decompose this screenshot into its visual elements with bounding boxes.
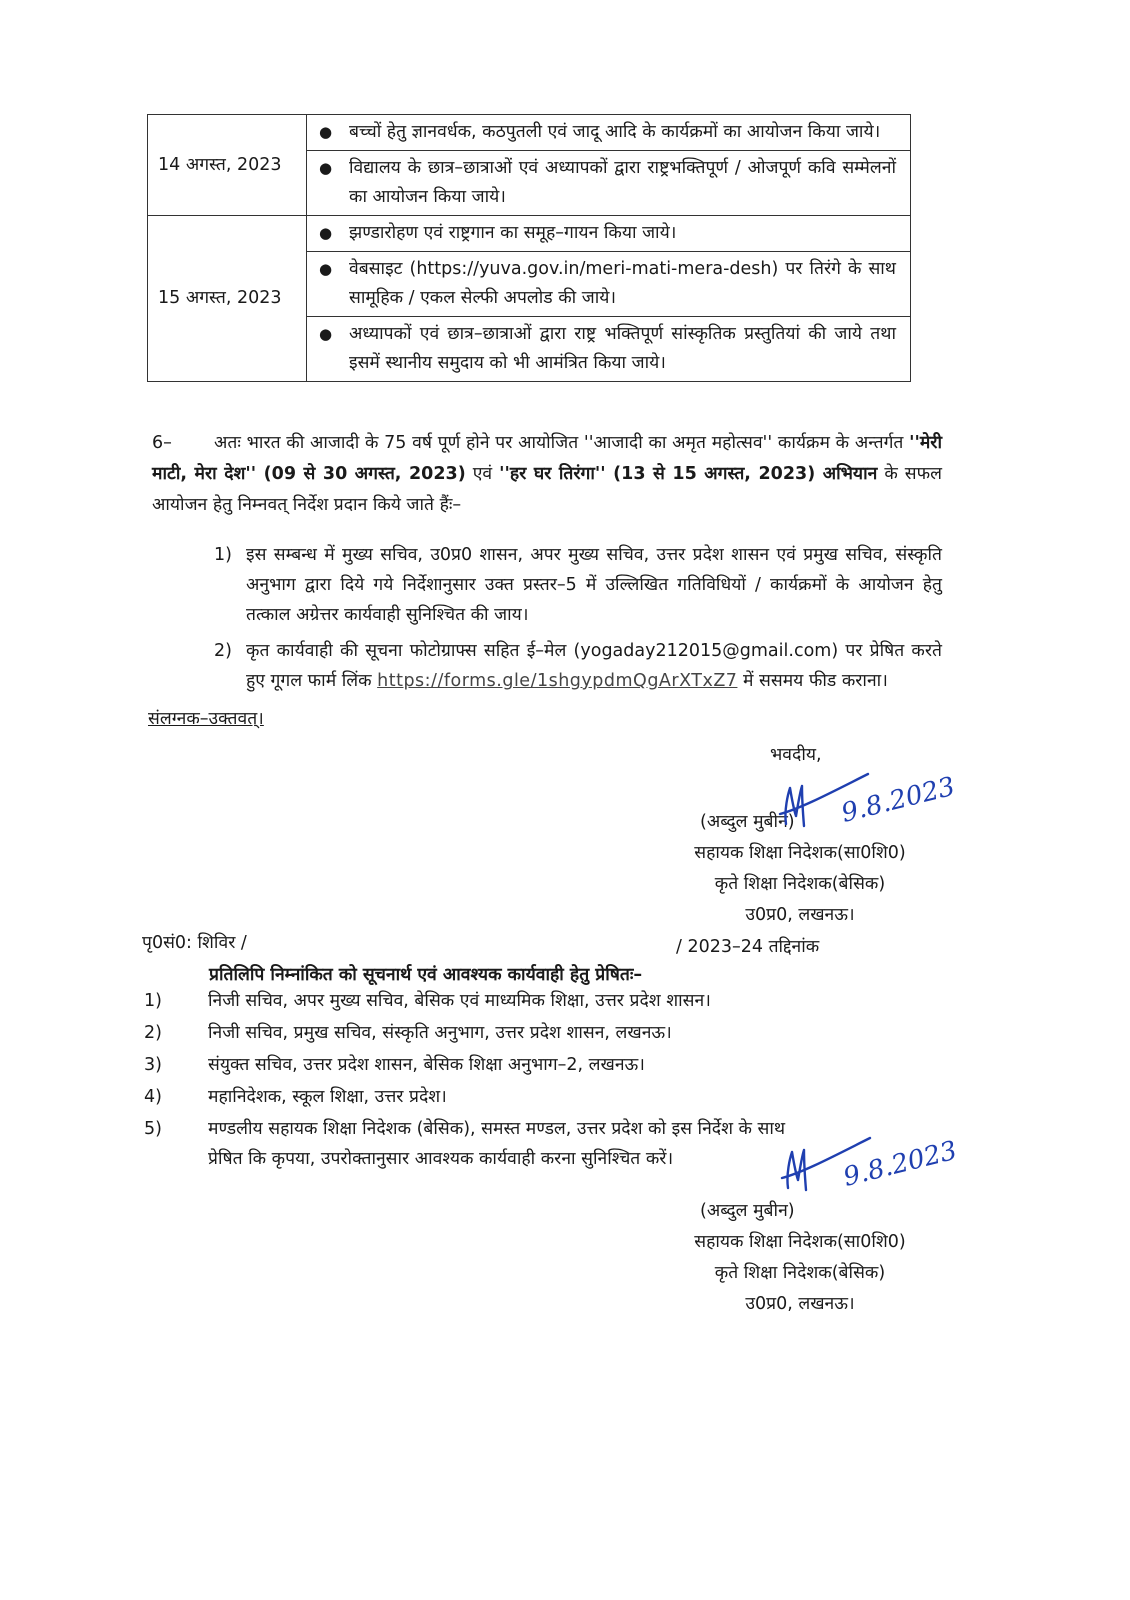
schedule-activity: ● बच्चों हेतु ज्ञानवर्धक, कठपुतली एवं जादू आदि के कार्यक्रमों का आयोजन किया जाये। bbox=[307, 115, 911, 151]
signatory-on-behalf: कृते शिक्षा निदेशक(बेसिक) bbox=[714, 874, 886, 894]
handwritten-signature bbox=[772, 770, 962, 844]
reference-left: पृ0सं0: शिविर / bbox=[142, 933, 247, 953]
schedule-activity: ● अध्यापकों एवं छात्र–छात्राओं द्वारा राष्ट्र भक्तिपूर्ण सांस्कृतिक प्रस्तुतियां की जाये तथा इसमें स्थानीय समुदाय को भी आमंत्रित किया जाये। bbox=[307, 317, 911, 382]
svg-text:9.8.2023: 9.8.2023 bbox=[840, 1135, 961, 1193]
bullet-icon: ● bbox=[319, 260, 333, 278]
bullet-icon: ● bbox=[319, 159, 333, 177]
svg-text:9.8.2023: 9.8.2023 bbox=[838, 771, 959, 829]
list-item: 1) निजी सचिव, अपर मुख्य सचिव, बेसिक एवं माध्यमिक शिक्षा, उत्तर प्रदेश शासन। bbox=[144, 991, 711, 1011]
schedule-activity: ● झण्डारोहण एवं राष्ट्रगान का समूह–गायन किया जाये। bbox=[307, 216, 911, 252]
google-form-link[interactable]: https://forms.gle/1shgypdmQgArXTxZ7 bbox=[377, 671, 738, 691]
enclosure-note: संलग्नक–उक्तवत्। bbox=[148, 709, 264, 729]
paragraph-6: 6– अतः भारत की आजादी के 75 वर्ष पूर्ण होने पर आयोजित ''आजादी का अमृत महोत्सव'' कार्यक्रम के अन्तर्गत ''मेरी माटी, मेरा देश'' (09 से 30 अगस्त, 2023) एवं ''हर घर तिरंगा'' (13 से 15 अगस्त, 2023) अभियान के सफल आयोजन हेतु निम्नवत् निर्देश प्रदान किये जाते हैंः– bbox=[152, 433, 942, 515]
table-row bbox=[148, 115, 911, 151]
reference-right: / 2023–24 तद्दिनांक bbox=[676, 937, 820, 957]
list-item: 2) निजी सचिव, प्रमुख सचिव, संस्कृति अनुभाग, उत्तर प्रदेश शासन, लखनऊ। bbox=[144, 1023, 672, 1043]
instruction-list bbox=[214, 540, 942, 696]
copy-heading: प्रतिलिपि निम्नांकित को सूचनार्थ एवं आवश्यक कार्यवाही हेतु प्रेषितः– bbox=[209, 965, 643, 985]
signatory-place: उ0प्र0, लखनऊ। bbox=[745, 1294, 855, 1314]
list-item: 3) संयुक्त सचिव, उत्तर प्रदेश शासन, बेसिक शिक्षा अनुभाग–2, लखनऊ। bbox=[144, 1055, 645, 1075]
schedule-activity: ● विद्यालय के छात्र–छात्राओं एवं अध्यापकों द्वारा राष्ट्रभक्तिपूर्ण / ओजपूर्ण कवि सम्मेलनों का आयोजन किया जाये। bbox=[307, 151, 911, 216]
signatory-designation: सहायक शिक्षा निदेशक(सा0शि0) bbox=[694, 843, 906, 863]
signatory-place: उ0प्र0, लखनऊ। bbox=[745, 905, 855, 925]
schedule-activity: ● वेबसाइट (https://yuva.gov.in/meri-mati-mera-desh) पर तिरंगे के साथ सामूहिक / एकल सेल्फी अपलोड की जाये। bbox=[307, 252, 911, 317]
list-item: 1) इस सम्बन्ध में मुख्य सचिव, उ0प्र0 शासन, अपर मुख्य सचिव, उत्तर प्रदेश शासन एवं प्रमुख सचिव, संस्कृति अनुभाग द्वारा दिये गये निर्देशानुसार उक्त प्रस्तर–5 में उल्लिखित गतिविधियों / कार्यक्रमों के आयोजन हेतु तत्काल अग्रेत्तर कार्यवाही सुनिश्चित की जाय। bbox=[214, 545, 942, 625]
signature-block bbox=[660, 1196, 940, 1320]
bullet-icon: ● bbox=[319, 224, 333, 242]
signatory-name: (अब्दुल मुबीन) bbox=[700, 812, 795, 832]
signatory-designation: सहायक शिक्षा निदेशक(सा0शि0) bbox=[694, 1232, 906, 1252]
schedule-date: 14 अगस्त, 2023 bbox=[148, 115, 307, 216]
schedule-table bbox=[147, 114, 911, 382]
bullet-icon: ● bbox=[319, 123, 333, 141]
bullet-icon: ● bbox=[319, 325, 333, 343]
table-row bbox=[148, 216, 911, 252]
signatory-name: (अब्दुल मुबीन) bbox=[700, 1201, 795, 1221]
list-item: 2) कृत कार्यवाही की सूचना फोटोग्राफ्स सहित ई–मेल (yogaday212015@gmail.com) पर प्रेषित करते हुए गूगल फार्म लिंक https://forms.gle/1shgypdmQgArXTxZ7 में ससमय फीड कराना। bbox=[214, 641, 942, 691]
schedule-date: 15 अगस्त, 2023 bbox=[148, 216, 307, 382]
handwritten-signature bbox=[774, 1134, 964, 1208]
list-item: 5) मण्डलीय सहायक शिक्षा निदेशक (बेसिक), समस्त मण्डल, उत्तर प्रदेश को इस निर्देश के साथ प्रेषित कि कृपया, उपरोक्तानुसार आवश्यक कार्यवाही करना सुनिश्चित करें। bbox=[144, 1119, 786, 1169]
signatory-on-behalf: कृते शिक्षा निदेशक(बेसिक) bbox=[714, 1263, 886, 1283]
list-item: 4) महानिदेशक, स्कूल शिक्षा, उत्तर प्रदेश। bbox=[144, 1087, 447, 1107]
salutation: भवदीय, bbox=[770, 745, 822, 765]
